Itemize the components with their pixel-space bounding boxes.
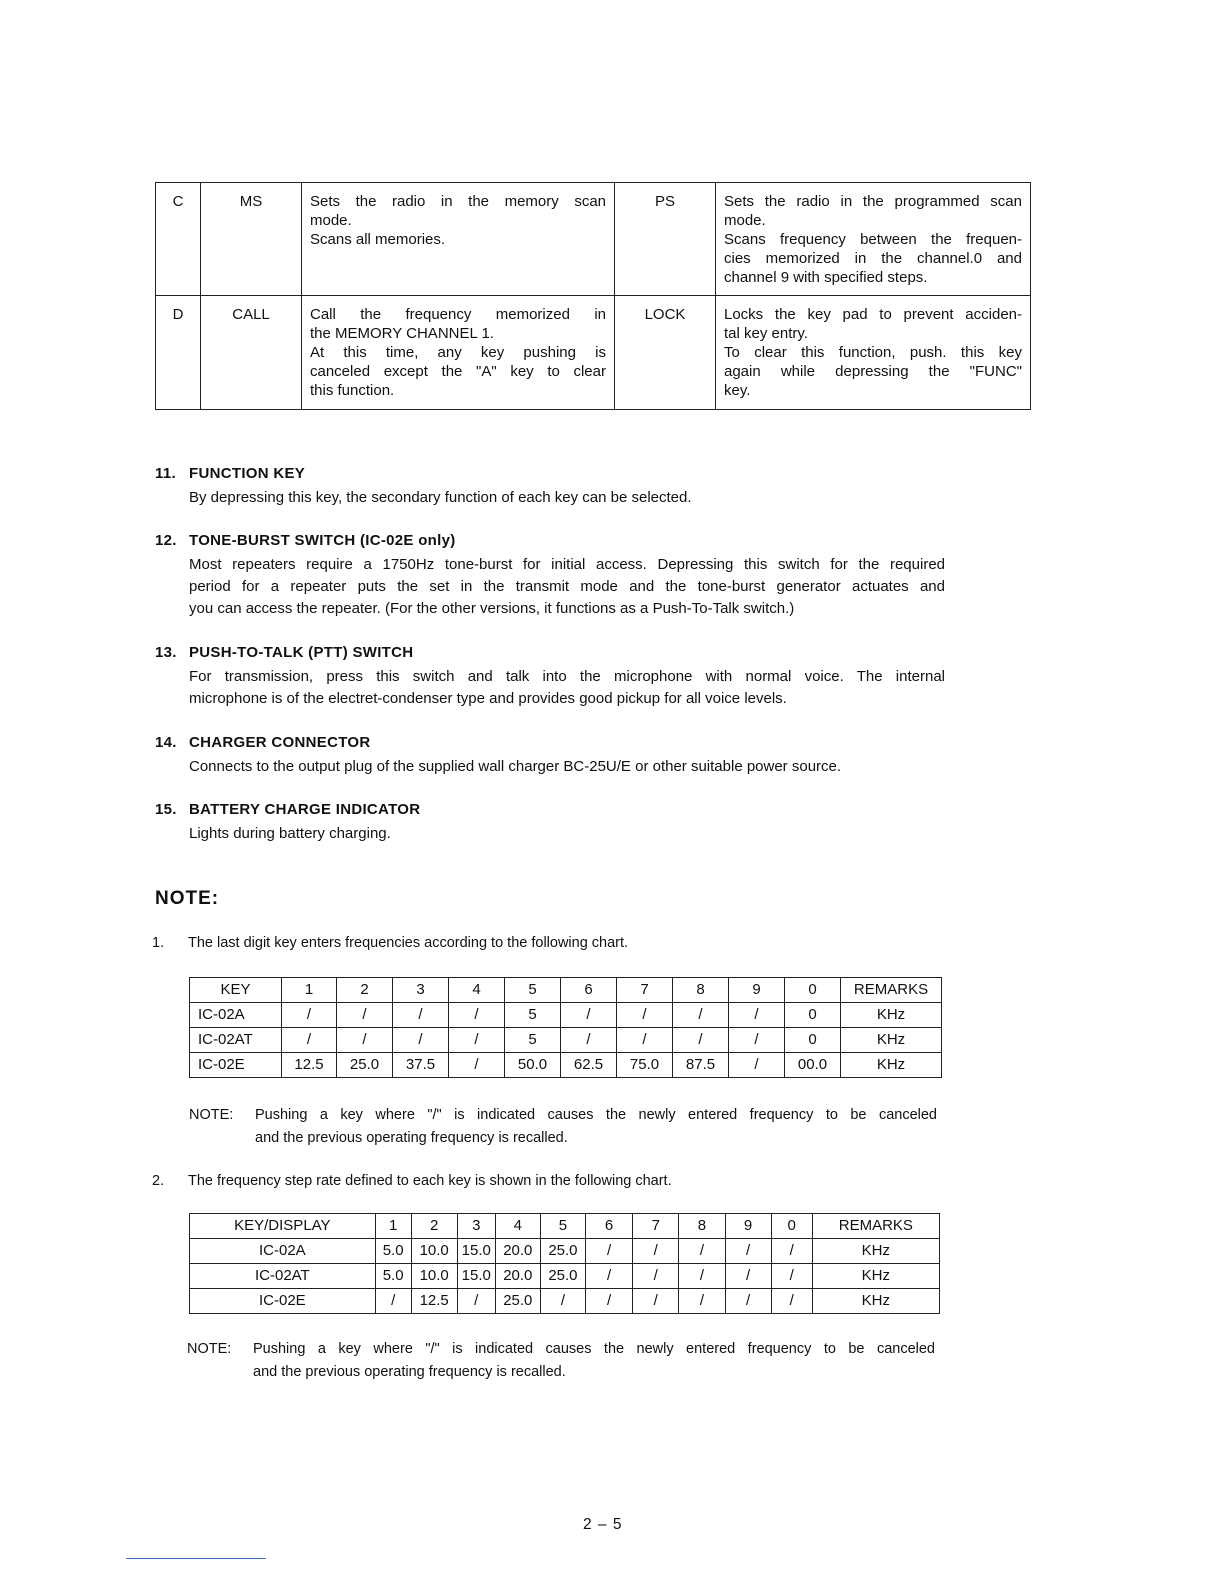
section-title: 14. CHARGER CONNECTOR [155, 734, 371, 751]
table-cell: 4 [449, 978, 505, 1003]
table-cell: / [393, 1003, 449, 1028]
section-battery-charge-indicator [155, 801, 945, 845]
note-item-1: 1. The last digit key enters frequencies according to the following chart. [152, 935, 629, 951]
table-2-note: NOTE: Pushing a key where "/" is indicated causes the newly entered frequency to be canceled and the previous operating frequency is recalled. [187, 1341, 935, 1380]
page-number: 2 – 5 [583, 1516, 623, 1533]
table-row [190, 1003, 942, 1028]
section-function-key [155, 465, 945, 509]
table-cell: KHz [812, 1264, 939, 1289]
section-title: 12. TONE-BURST SWITCH (IC-02E only) [155, 532, 456, 549]
table-cell: / [449, 1028, 505, 1053]
table-cell: 9 [729, 978, 785, 1003]
table-cell: / [337, 1003, 393, 1028]
table-cell: 5 [505, 1003, 561, 1028]
table-cell: 25.0 [337, 1053, 393, 1078]
table-cell: / [679, 1289, 725, 1314]
table-cell: 5.0 [375, 1264, 411, 1289]
table-cell: 37.5 [393, 1053, 449, 1078]
section-tone-burst-switch [155, 532, 945, 620]
footer-rule [126, 1558, 266, 1559]
table-cell: 9 [725, 1214, 771, 1239]
table-cell: 25.0 [495, 1289, 540, 1314]
table-cell: KHz [841, 1028, 942, 1053]
table-cell: / [540, 1289, 585, 1314]
table-cell: / [617, 1003, 673, 1028]
table-cell: / [561, 1003, 617, 1028]
primary-function-name: CALL [201, 296, 302, 410]
primary-function-name: MS [201, 183, 302, 296]
table-cell: 10.0 [411, 1239, 457, 1264]
table-cell: / [586, 1239, 633, 1264]
table-cell: 5 [540, 1214, 585, 1239]
secondary-function-desc: Sets the radio in the programmed scan mode. Scans frequency between the frequen- cies memorized in the channel.0 and channel 9 with specified steps. [716, 183, 1031, 296]
primary-function-desc: Call the frequency memorized in the MEMORY CHANNEL 1. At this time, any key pushing is canceled except the "A" key to clear this function. [302, 296, 615, 410]
key-label: D [156, 296, 201, 410]
table-cell: / [673, 1028, 729, 1053]
table-cell: 50.0 [505, 1053, 561, 1078]
key-label: C [156, 183, 201, 296]
table-cell: / [282, 1003, 337, 1028]
table-cell: IC-02A [190, 1239, 376, 1264]
table-header-row [190, 1214, 940, 1239]
note-item-2: 2. The frequency step rate defined to each key is shown in the following chart. [152, 1173, 672, 1189]
table-cell: / [586, 1264, 633, 1289]
table-row [190, 1289, 940, 1314]
table-cell: / [633, 1239, 679, 1264]
table-cell: 7 [617, 978, 673, 1003]
table-cell: / [771, 1239, 812, 1264]
table-cell: 7 [633, 1214, 679, 1239]
table-cell: 0 [785, 1003, 841, 1028]
last-digit-frequency-table [189, 977, 942, 1078]
secondary-function-name: PS [615, 183, 716, 296]
table-cell: 15.0 [457, 1264, 495, 1289]
table-cell: / [449, 1053, 505, 1078]
table-cell: / [729, 1053, 785, 1078]
table-cell: KEY/DISPLAY [190, 1214, 376, 1239]
table-cell: KHz [841, 1003, 942, 1028]
table-cell: 12.5 [411, 1289, 457, 1314]
secondary-function-name: LOCK [615, 296, 716, 410]
primary-function-desc: Sets the radio in the memory scan mode. Scans all memories. [302, 183, 615, 296]
table-cell: 25.0 [540, 1239, 585, 1264]
section-title: 15. BATTERY CHARGE INDICATOR [155, 801, 421, 818]
table-cell: / [282, 1028, 337, 1053]
table-cell: IC-02A [190, 1003, 282, 1028]
table-cell: 1 [375, 1214, 411, 1239]
table-cell: 5 [505, 1028, 561, 1053]
table-cell: 20.0 [495, 1264, 540, 1289]
table-cell: REMARKS [841, 978, 942, 1003]
table-cell: 0 [771, 1214, 812, 1239]
table-cell: 8 [679, 1214, 725, 1239]
table-cell: 6 [586, 1214, 633, 1239]
table-cell: / [337, 1028, 393, 1053]
section-body: Most repeaters require a 1750Hz tone-burst for initial access. Depressing this switch for the required period for a repeater puts the set in the transmit mode and the tone-burst generator actuates and you can access the repeater. (For the other versions, it functions as a Push-To-Talk switch.) [189, 556, 945, 617]
table-cell: / [679, 1239, 725, 1264]
table-cell: REMARKS [812, 1214, 939, 1239]
section-body: Connects to the output plug of the supplied wall charger BC-25U/E or other suitable power source. [189, 758, 842, 775]
table-cell: 3 [457, 1214, 495, 1239]
table-cell: 0 [785, 1028, 841, 1053]
section-body: For transmission, press this switch and talk into the microphone with normal voice. The internal microphone is of the electret-condenser type and provides good pickup for all voice levels. [189, 668, 945, 707]
table-cell: 2 [337, 978, 393, 1003]
table-cell: 20.0 [495, 1239, 540, 1264]
table-cell: / [725, 1239, 771, 1264]
table-row [190, 1239, 940, 1264]
table-cell: / [771, 1264, 812, 1289]
table-cell: KHz [812, 1289, 939, 1314]
table-cell: IC-02AT [190, 1264, 376, 1289]
table-header-row [190, 978, 942, 1003]
table-cell: / [561, 1028, 617, 1053]
table-cell: / [617, 1028, 673, 1053]
table-cell: 5.0 [375, 1239, 411, 1264]
section-body: Lights during battery charging. [189, 825, 391, 842]
table-cell: 12.5 [282, 1053, 337, 1078]
table-cell: 62.5 [561, 1053, 617, 1078]
section-body: By depressing this key, the secondary function of each key can be selected. [189, 489, 692, 506]
note-heading: NOTE: [155, 888, 220, 909]
secondary-function-desc: Locks the key pad to prevent acciden- tal key entry. To clear this function, push. this key again while depressing the "FUNC" key. [716, 296, 1031, 410]
table-cell: / [725, 1289, 771, 1314]
table-cell: 00.0 [785, 1053, 841, 1078]
section-charger-connector [155, 734, 945, 778]
key-row-d [156, 296, 1031, 410]
table-cell: IC-02E [190, 1053, 282, 1078]
table-cell: / [679, 1264, 725, 1289]
table-cell: / [633, 1264, 679, 1289]
table-cell: / [725, 1264, 771, 1289]
table-cell: / [449, 1003, 505, 1028]
key-function-table [155, 182, 1031, 410]
table-cell: / [393, 1028, 449, 1053]
table-cell: / [673, 1003, 729, 1028]
table-cell: 10.0 [411, 1264, 457, 1289]
table-cell: 87.5 [673, 1053, 729, 1078]
table-cell: 1 [282, 978, 337, 1003]
table-cell: KHz [841, 1053, 942, 1078]
table-row [190, 1028, 942, 1053]
table-cell: / [457, 1289, 495, 1314]
section-title: 11. FUNCTION KEY [155, 465, 306, 482]
table-1-note: NOTE: Pushing a key where "/" is indicated causes the newly entered frequency to be canceled and the previous operating frequency is recalled. [189, 1107, 937, 1146]
table-cell: 15.0 [457, 1239, 495, 1264]
table-cell: 2 [411, 1214, 457, 1239]
section-ptt-switch [155, 644, 945, 710]
table-cell: 8 [673, 978, 729, 1003]
table-cell: 4 [495, 1214, 540, 1239]
section-title: 13. PUSH-TO-TALK (PTT) SWITCH [155, 644, 414, 661]
table-cell: IC-02AT [190, 1028, 282, 1053]
table-cell: / [633, 1289, 679, 1314]
table-cell: / [729, 1003, 785, 1028]
table-cell: 75.0 [617, 1053, 673, 1078]
key-row-c [156, 183, 1031, 296]
table-cell: / [586, 1289, 633, 1314]
table-cell: IC-02E [190, 1289, 376, 1314]
table-cell: 6 [561, 978, 617, 1003]
step-rate-table [189, 1213, 940, 1314]
table-cell: KHz [812, 1239, 939, 1264]
table-cell: 5 [505, 978, 561, 1003]
table-cell: 3 [393, 978, 449, 1003]
table-cell: KEY [190, 978, 282, 1003]
table-cell: / [729, 1028, 785, 1053]
table-cell: / [375, 1289, 411, 1314]
table-cell: 25.0 [540, 1264, 585, 1289]
table-cell: 0 [785, 978, 841, 1003]
table-row [190, 1053, 942, 1078]
table-row [190, 1264, 940, 1289]
table-cell: / [771, 1289, 812, 1314]
